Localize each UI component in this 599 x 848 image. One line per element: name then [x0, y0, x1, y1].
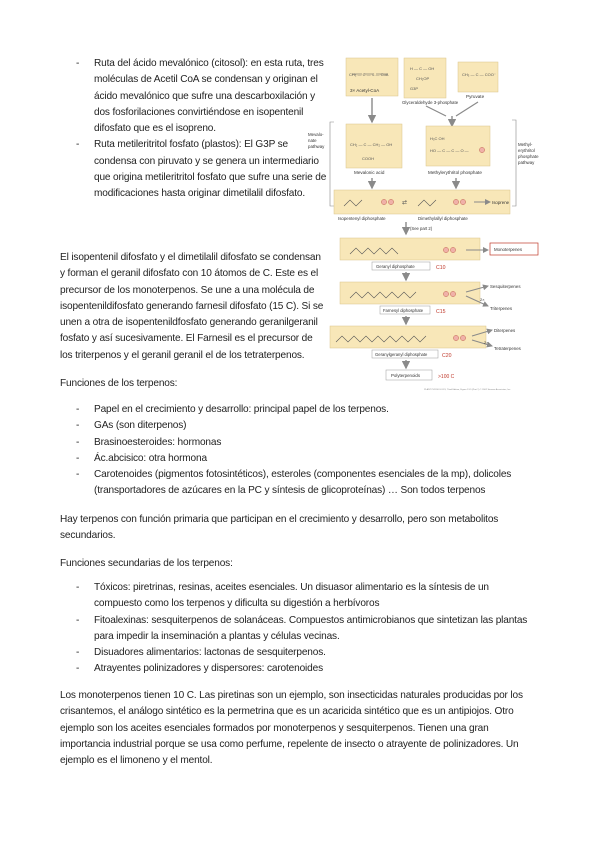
list-item: - Ruta del ácido mevalónico (citosol): en esta ruta, tres moléculas de Acetil CoA se condensan y originan el ácido mevalónico que sufre una descarboxilación y dos fosforilaciones convirtiéndose en isopentenil difosfato que es el isopreno. [60, 56, 330, 137]
svg-text:G3P: G3P [410, 86, 419, 91]
paragraph-precursors: El isopentenil difosfato y el dimetilalil difosfato se condensan y forman el geranil difosfato con 10 átomos de C. Este es el precursor de los monoterpenos. Se une a una molécula de isopentenildifosfato generando farnesil difosfato (15 C). Si se unen a otra de isopentenildfosfato generando geranilgeranil fosfato y así sucesivamente. El Farnesil es el precursor de los triterpenos y el geranil geranil el de los tetraterpenos. [60, 252, 324, 361]
list-item: - GAs (son diterpenos) [60, 418, 538, 434]
list-item: - Ác.abcisico: otra hormona [60, 451, 538, 467]
x2-label: 2× [480, 297, 485, 302]
triterpenes-label: Triterpenes [490, 306, 513, 311]
c15-label: C15 [436, 309, 446, 315]
isoprene-label: Isoprene [492, 200, 510, 205]
list-item: - Disuadores alimentarios: lactonas de sesquiterpenos. [60, 645, 538, 661]
svg-text:nate: nate [308, 138, 317, 143]
svg-text:⇄: ⇄ [402, 200, 408, 206]
diterpenes-label: Diterpenes [494, 328, 516, 333]
mevalonate-pathway-label: Mevalo- [308, 132, 324, 137]
paragraph-monoterpenes: Los monoterpenos tienen 10 C. Las piretinas son un ejemplo, son insecticidas naturales producidas por los crisantemos, el análogo sintético es la permetrina que es un acaricida sintético que es un antipiojos. Otro ejemplo son los aceites esenciales formados por monoterpenos y sesquiterpenos. Tienen una gran importancia industrial porque se usa como perfume, repelente de insecto o atrayente de polinizadores. Un ejemplo es el limoneno y el mentol. [60, 690, 523, 767]
list-item: - Atrayentes polinizadores y dispersores: carotenoides [60, 661, 538, 677]
dmapp-label: Dimethylallyl diphosphate [418, 216, 468, 221]
list-item: - Brasinoesteroides: hormonas [60, 435, 538, 451]
svg-text:CH₂ — C — CH₂ — OH: CH₂ — C — CH₂ — OH [350, 142, 393, 147]
mep-label: Methylerythritol phosphate [428, 170, 482, 175]
ipp-label: Isopentenyl diphosphate [338, 216, 386, 221]
mevalonic-acid-label: Mevalonic acid [354, 170, 385, 175]
secondary-functions-list [60, 580, 538, 678]
pyruvate-label: Pyruvate [466, 94, 485, 99]
svg-text:phosphate: phosphate [518, 154, 539, 159]
svg-text:COOH: COOH [362, 156, 374, 161]
see-part2-label: (See part 2) [410, 226, 433, 231]
tetraterpenes-label: Tetraterpenes [494, 346, 521, 351]
mep-pathway-label: Methyl- [518, 142, 533, 147]
list-item: - Ruta metileritritol fosfato (plastos): El G3P se condensa con piruvato y se genera un intermediario que origina metileritritol fosfato que sufre una serie de modificaciones hasta originar dimetilalil difosfato. [60, 137, 330, 202]
paragraph-primary-function: Hay terpenos con función primaria que participan en el crecimiento y desarrollo, pero son metabolitos secundarios. [60, 514, 499, 542]
list-item: - Fitoalexinas: sesquiterpenos de solanáceas. Compuestos antimicrobianos que sintetizan las plantas para impedir la inseminación a plantas y células vecinas. [60, 613, 538, 646]
g3p-label: Glyceraldehyde 3-phosphate [402, 100, 459, 105]
svg-text:pathway: pathway [308, 144, 325, 149]
svg-text:CH₃ — C — COO⁻: CH₃ — C — COO⁻ [462, 72, 496, 77]
secondary-functions-heading: Funciones secundarias de los terpenos: [60, 558, 233, 569]
svg-text:CH₂OP: CH₂OP [416, 76, 430, 81]
svg-text:CH₃ — C — S — CoA: CH₃ — C — S — CoA [349, 72, 389, 77]
c10-label: C10 [436, 265, 446, 271]
functions-list [60, 402, 538, 500]
pathway-list [60, 56, 330, 203]
svg-text:HO — C — C — O —: HO — C — C — O — [430, 148, 469, 153]
figure-credit: PLANT PHYSIOLOGY, Third Edition, Figure 13.5 (Part 1) © 2002 Sinauer Associates, Inc. [424, 389, 511, 391]
x2-label-2: 2× [484, 340, 489, 345]
list-item: - Papel en el crecimiento y desarrollo: principal papel de los terpenos. [60, 402, 538, 418]
acetyl-coa-label: 3× Acetyl-CoA [350, 88, 380, 93]
svg-text:H₃C OH: H₃C OH [430, 136, 445, 141]
geranyl-label: Geranyl diphosphate [376, 264, 415, 269]
svg-text:pathway: pathway [518, 160, 535, 165]
terpene-biosynthesis-figure [306, 54, 551, 400]
sesquiterpenes-label: Sesquiterpenes [490, 284, 521, 289]
list-item: - Carotenoides (pigmentos fotosintéticos), esteroles (componentes esenciales de la mp), dolicoles (transportadores de azúcares en la PC y síntesis de glicoproteínas) … Son todos terpenos [60, 467, 538, 500]
monoterpenes-label: Monoterpenes [494, 247, 523, 252]
ggpp-label: Geranylgeranyl diphosphate [375, 352, 428, 357]
c20-label: C20 [442, 353, 452, 359]
gt100-label: >100 C [438, 374, 455, 380]
functions-heading: Funciones de los terpenos: [60, 378, 178, 389]
svg-text:erythritol: erythritol [518, 148, 535, 153]
farnesyl-label: Farnesyl diphosphate [383, 308, 424, 313]
svg-text:H — C — OH: H — C — OH [410, 66, 435, 71]
list-item: - Tóxicos: piretrinas, resinas, aceites esenciales. Un disuasor alimentario es la síntesis de un compuesto como los terpenos y dificulta su digestión a herbívoros [60, 580, 538, 613]
polyterpenoids-label: Polyterpenoids [391, 373, 421, 378]
